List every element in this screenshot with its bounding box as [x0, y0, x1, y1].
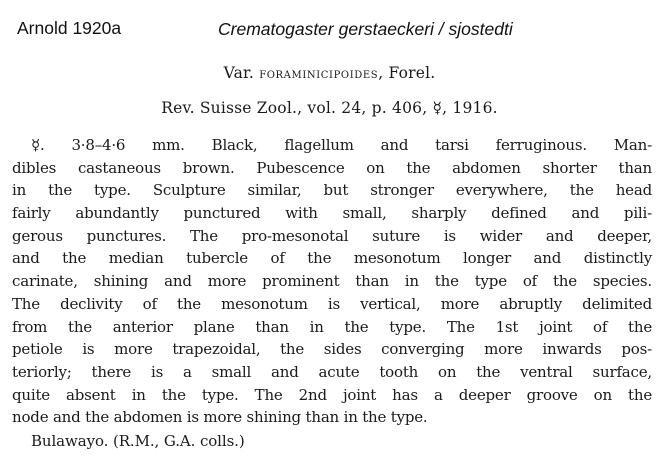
variety-author: , Forel.	[378, 64, 436, 82]
description-line: and the median tubercle of the mesonotum longer and distinctly	[12, 249, 652, 268]
taxon-label: Crematogaster gerstaeckeri / sjostedti	[218, 19, 513, 39]
description-line: fairly abundantly punctured with small, sharply defined and pili-	[12, 204, 652, 223]
reference-citation: Rev. Suisse Zool., vol. 24, p. 406, ☿, 1916.	[161, 99, 498, 117]
description-line: ☿. 3·8–4·6 mm. Black, flagellum and tarsi ferruginous. Man-	[31, 136, 652, 154]
description-line: gerous punctures. The pro-mesonotal suture is wider and deeper,	[12, 226, 652, 245]
source-label: Arnold 1920a	[17, 18, 122, 38]
locality-line: Bulawayo. (R.M., G.A. colls.)	[31, 432, 245, 450]
variety-prefix: Var.	[223, 64, 255, 82]
description-line: teriorly; there is a small and acute tooth on the ventral surface,	[12, 362, 652, 381]
description-line: dibles castaneous brown. Pubescence on the abdomen shorter than	[12, 158, 652, 177]
description-paragraph	[12, 134, 652, 429]
description-line: from the anterior plane than in the type. The 1st joint of the	[12, 317, 652, 336]
description-line: The declivity of the mesonotum is vertical, more abruptly delimited	[12, 294, 652, 313]
description-line: node and the abdomen is more shining than in the type.	[12, 408, 428, 427]
description-line: in the type. Sculpture similar, but stronger everywhere, the head	[12, 181, 652, 200]
variety-name: foraminicipoides	[259, 66, 379, 82]
description-line: petiole is more trapezoidal, the sides converging more inwards pos-	[12, 340, 652, 359]
description-line: quite absent in the type. The 2nd joint has a deeper groove on the	[12, 385, 652, 404]
description-line: carinate, shining and more prominent than in the type of the species.	[12, 272, 652, 291]
variety-heading	[0, 64, 659, 82]
